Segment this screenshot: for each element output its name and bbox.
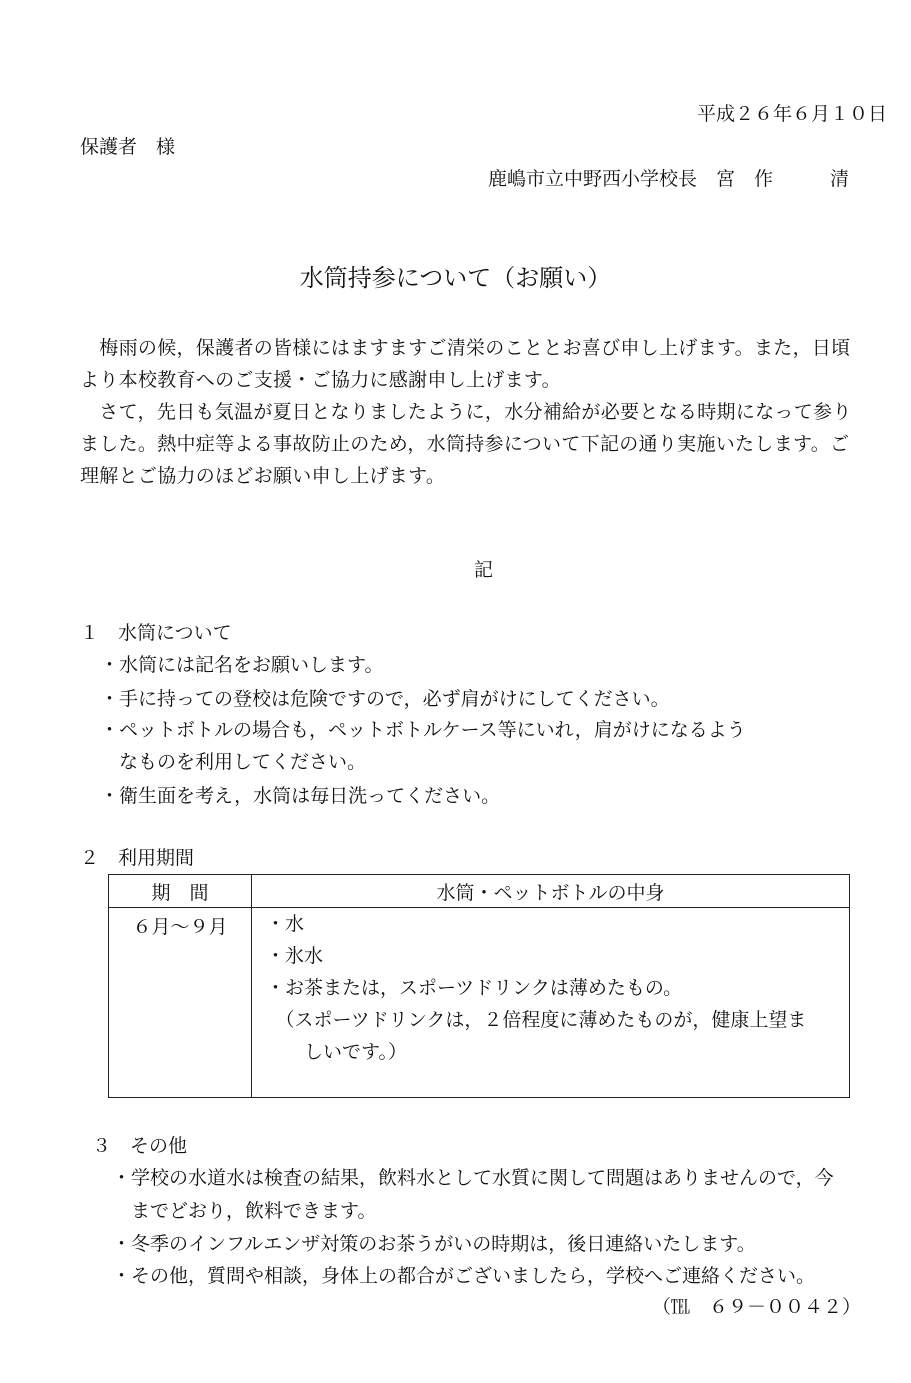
contents-list: [266, 908, 849, 1068]
document-title: 水筒持参について（お願い）: [299, 264, 612, 292]
contents-item: ・氷水: [266, 945, 324, 967]
contact-phone: （℡ ６９－００４２）: [651, 1296, 861, 1318]
section1-item: ・ペットボトルの場合も，ペットボトルケース等にいれ，肩がけになるよう: [100, 719, 746, 741]
section1-heading: １ 水筒について: [80, 622, 232, 644]
ki-marker: 記: [474, 559, 494, 581]
section2-heading: ２ 利用期間: [80, 847, 195, 869]
document-date: 平成２６年６月１０日: [696, 103, 887, 125]
table-row: [109, 908, 850, 1098]
contents-item: しいです。）: [266, 1041, 407, 1063]
intro-line: 理解とご協力のほどお願い申し上げます。: [80, 465, 446, 487]
section3-item: ・冬季のインフルエンザ対策のお茶うがいの時期は，後日連絡いたします。: [112, 1233, 756, 1255]
section1-item: ・衛生面を考え，水筒は毎日洗ってください。: [100, 785, 501, 807]
period-cell: [109, 908, 252, 1098]
period-column-header: 期 間: [109, 875, 252, 908]
contents-item: ・水: [266, 913, 305, 935]
intro-line: 梅雨の候，保護者の皆様にはますますご清栄のこととお喜び申し上げます。また，日頃: [80, 337, 851, 359]
section1-item: なものを利用してください。: [100, 751, 367, 773]
contents-item: （スポーツドリンクは，２倍程度に薄めたものが，健康上望ま: [266, 1009, 807, 1031]
sender-signature: 鹿嶋市立中野西小学校長 宮 作 清: [487, 168, 849, 190]
contents-cell: [252, 908, 850, 1098]
intro-line: ました。熱中症等よる事故防止のため，水筒持参について下記の通り実施いたします。ご: [80, 433, 850, 455]
period-value: ６月～９月: [132, 916, 228, 938]
section1-item: ・水筒には記名をお願いします。: [100, 654, 384, 676]
intro-line: さて，先日も気温が夏日となりましたように，水分補給が必要となる時期になって参り: [80, 401, 852, 423]
contents-item: ・お茶または，スポーツドリンクは薄めたもの。: [266, 977, 683, 999]
intro-line: より本校教育へのご支援・ご協力に感謝申し上げます。: [80, 369, 561, 391]
addressee: 保護者 様: [80, 136, 176, 158]
section1-item: ・手に持っての登校は危険ですので，必ず肩がけにしてください。: [100, 688, 670, 710]
period-table: [108, 874, 850, 1098]
intro-paragraph: [80, 332, 895, 492]
section3-item: までどおり，飲料できます。: [112, 1200, 377, 1222]
section3-item: ・学校の水道水は検査の結果，飲料水として水質に関して問題はありませんので，今: [112, 1167, 834, 1189]
section3-item: ・その他，質問や相談，身体上の都合がございましたら，学校へご連絡ください。: [112, 1265, 816, 1287]
section3-heading: ３ その他: [92, 1135, 188, 1157]
contents-column-header: 水筒・ペットボトルの中身: [252, 875, 850, 908]
table-header-row: [109, 875, 850, 908]
